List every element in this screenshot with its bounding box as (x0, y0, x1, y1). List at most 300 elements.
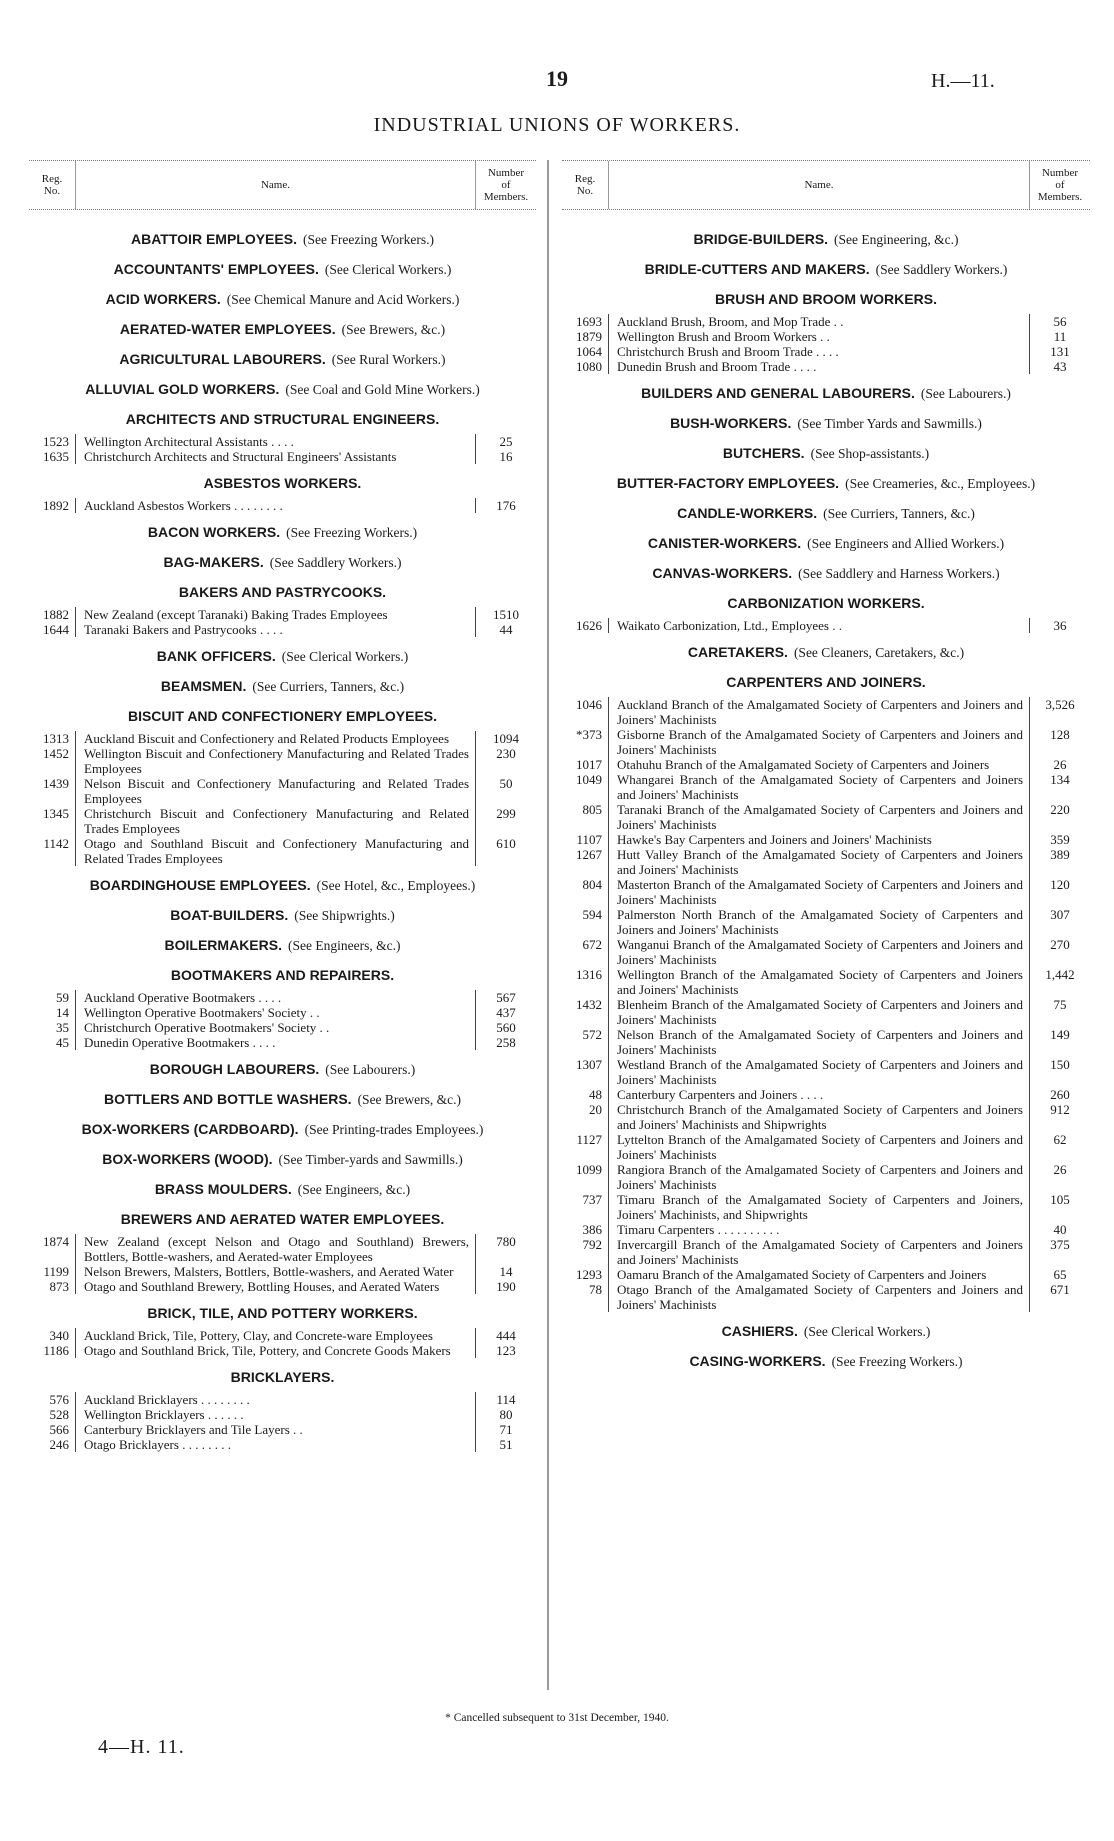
table-row (562, 847, 1090, 877)
reg-number: 1049 (576, 772, 602, 787)
union-name: Nelson Brewers, Malsters, Bottlers, Bottle-washers, and Aerated Water (75, 1264, 476, 1279)
member-count: 610 (496, 836, 516, 851)
member-count: 56 (1053, 314, 1067, 329)
section-heading (29, 474, 536, 494)
union-name: Christchurch Biscuit and Confectionery Manufacturing and Related Trades Employees (75, 806, 476, 836)
section-title: BOOTMAKERS AND REPAIRERS. (170, 967, 395, 983)
table-row (29, 806, 536, 836)
member-count: 26 (1053, 757, 1067, 772)
members-header: Number of Members. (475, 161, 536, 209)
entry-list (562, 618, 1090, 633)
entry-list (29, 1392, 536, 1452)
reg-number: 1142 (43, 836, 69, 851)
member-count: 14 (499, 1264, 513, 1279)
union-name: Auckland Asbestos Workers . . . . . . . . (75, 498, 476, 513)
table-row (29, 836, 536, 866)
section-heading (29, 350, 536, 370)
reg-number: 1523 (43, 434, 69, 449)
section-heading (29, 1060, 536, 1080)
section-title: BEAMSMEN. (160, 678, 247, 694)
section-heading (29, 380, 536, 400)
section-heading (562, 474, 1090, 494)
table-row (29, 1020, 536, 1035)
section-title: BUSH-WORKERS. (670, 415, 792, 431)
section-title: BUILDERS AND GENERAL LABOURERS. (641, 385, 915, 401)
union-name: Auckland Operative Bootmakers . . . . (75, 990, 476, 1005)
table-row (562, 1222, 1090, 1237)
sheet-mark: 4—H. 11. (98, 1736, 185, 1758)
union-name: Dunedin Operative Bootmakers . . . . (75, 1035, 476, 1050)
member-count: 671 (1050, 1282, 1070, 1297)
footnote: * Cancelled subsequent to 31st December, 1940. (445, 1712, 669, 1724)
union-name: Christchurch Operative Bootmakers' Society . . (75, 1020, 476, 1035)
section-title: CANISTER-WORKERS. (647, 535, 802, 551)
member-count: 1094 (493, 731, 519, 746)
cross-reference: (See Saddlery and Harness Workers.) (798, 566, 1000, 581)
cross-reference: (See Curriers, Tanners, &c.) (252, 679, 405, 694)
union-name: Lyttelton Branch of the Amalgamated Society of Carpenters and Joiners and Joiners' Machinists (608, 1132, 1030, 1162)
name-header: Name. (608, 161, 1029, 209)
section-title: BRICK, TILE, AND POTTERY WORKERS. (147, 1305, 418, 1321)
table-row (562, 329, 1090, 344)
section-title: BANK OFFICERS. (156, 648, 276, 664)
section-heading (562, 230, 1090, 250)
reg-number: 45 (56, 1035, 69, 1050)
section-title: BAG-MAKERS. (163, 554, 264, 570)
union-name: Christchurch Brush and Broom Trade . . . . (608, 344, 1030, 359)
table-row (562, 359, 1090, 374)
section-title: BAKERS AND PASTRYCOOKS. (178, 584, 387, 600)
section-heading (562, 594, 1090, 614)
union-name: Auckland Branch of the Amalgamated Society of Carpenters and Joiners and Joiners' Machinists (608, 697, 1030, 727)
member-count: 105 (1050, 1192, 1070, 1207)
reg-number: 594 (582, 907, 602, 922)
section-title: BOARDINGHOUSE EMPLOYEES. (89, 877, 311, 893)
member-count: 389 (1050, 847, 1070, 862)
section-heading (29, 523, 536, 543)
reg-number: 35 (56, 1020, 69, 1035)
member-count: 51 (499, 1437, 513, 1452)
page-number: 19 (546, 66, 568, 91)
column-divider (547, 160, 549, 1690)
table-row (562, 1027, 1090, 1057)
reg-number: 792 (582, 1237, 602, 1252)
cross-reference: (See Labourers.) (920, 386, 1011, 401)
union-name: Auckland Bricklayers . . . . . . . . (75, 1392, 476, 1407)
member-count: 62 (1053, 1132, 1067, 1147)
union-name: Gisborne Branch of the Amalgamated Society of Carpenters and Joiners and Joiners' Machinists (608, 727, 1030, 757)
member-count: 25 (499, 434, 513, 449)
member-count: 131 (1050, 344, 1070, 359)
union-name: Nelson Biscuit and Confectionery Manufacturing and Related Trades Employees (75, 776, 476, 806)
member-count: 40 (1053, 1222, 1067, 1237)
member-count: 150 (1050, 1057, 1070, 1072)
union-name: Nelson Branch of the Amalgamated Society of Carpenters and Joiners and Joiners' Machinists (608, 1027, 1030, 1057)
section-heading (29, 1210, 536, 1230)
table-row (562, 344, 1090, 359)
section-heading (29, 1368, 536, 1388)
union-name: Timaru Carpenters . . . . . . . . . . (608, 1222, 1030, 1237)
table-row (29, 1035, 536, 1050)
member-count: 437 (496, 1005, 516, 1020)
union-name: Otago and Southland Brewery, Bottling Houses, and Aerated Waters (75, 1279, 476, 1294)
reg-number: 1693 (576, 314, 602, 329)
entry-list (562, 697, 1090, 1312)
right-column (562, 160, 1090, 1372)
section-heading (562, 444, 1090, 464)
reg-number: 1432 (576, 997, 602, 1012)
cross-reference: (See Brewers, &c.) (341, 322, 446, 337)
table-row (562, 1237, 1090, 1267)
member-count: 258 (496, 1035, 516, 1050)
table-row (562, 907, 1090, 937)
cross-reference: (See Curriers, Tanners, &c.) (823, 506, 975, 521)
table-row (29, 990, 536, 1005)
union-name: Taranaki Branch of the Amalgamated Society of Carpenters and Joiners and Joiners' Machinists (608, 802, 1030, 832)
union-name: Timaru Branch of the Amalgamated Society of Carpenters and Joiners, Joiners' Machinists, and Shipwrights (608, 1192, 1030, 1222)
section-title: ALLUVIAL GOLD WORKERS. (85, 381, 280, 397)
section-heading (29, 936, 536, 956)
table-row (562, 1132, 1090, 1162)
cross-reference: (See Clerical Workers.) (281, 649, 409, 664)
section-title: CANDLE-WORKERS. (677, 505, 818, 521)
table-row (29, 1279, 536, 1294)
reg-number: 873 (49, 1279, 69, 1294)
table-row (29, 776, 536, 806)
reg-number: 1267 (576, 847, 602, 862)
section-title: AGRICULTURAL LABOURERS. (119, 351, 326, 367)
union-name: Otago Bricklayers . . . . . . . . (75, 1437, 476, 1452)
section-heading (562, 384, 1090, 404)
section-heading (562, 504, 1090, 524)
entry-list (29, 1328, 536, 1358)
section-title: BRIDGE-BUILDERS. (693, 231, 829, 247)
table-row (562, 697, 1090, 727)
member-count: 134 (1050, 772, 1070, 787)
union-name: Waikato Carbonization, Ltd., Employees . . (608, 618, 1030, 633)
reg-number: 1874 (43, 1234, 69, 1249)
member-count: 44 (499, 622, 513, 637)
member-count: 260 (1050, 1087, 1070, 1102)
cross-reference: (See Printing-trades Employees.) (304, 1122, 484, 1137)
cross-reference: (See Clerical Workers.) (803, 1324, 931, 1339)
member-count: 26 (1053, 1162, 1067, 1177)
table-row (29, 1005, 536, 1020)
member-count: 230 (496, 746, 516, 761)
union-name: New Zealand (except Taranaki) Baking Trades Employees (75, 607, 476, 622)
member-count: 71 (499, 1422, 513, 1437)
member-count: 375 (1050, 1237, 1070, 1252)
page-title: INDUSTRIAL UNIONS OF WORKERS. (373, 114, 741, 136)
reg-no-header: Reg. No. (574, 173, 596, 197)
reg-number: 1345 (43, 806, 69, 821)
section-title: BOTTLERS AND BOTTLE WASHERS. (103, 1091, 352, 1107)
table-row (562, 1057, 1090, 1087)
cross-reference: (See Rural Workers.) (331, 352, 446, 367)
section-title: BUTTER-FACTORY EMPLOYEES. (616, 475, 840, 491)
section-heading (29, 906, 536, 926)
reg-number: 1439 (43, 776, 69, 791)
section-title: BOX-WORKERS (CARDBOARD). (81, 1121, 299, 1137)
member-count: 1,442 (1045, 967, 1075, 982)
section-heading (29, 1304, 536, 1324)
section-heading (562, 1352, 1090, 1372)
left-column (29, 160, 536, 1452)
cross-reference: (See Brewers, &c.) (357, 1092, 462, 1107)
table-row (29, 449, 536, 464)
union-name: Otago Branch of the Amalgamated Society of Carpenters and Joiners and Joiners' Machinists (608, 1282, 1030, 1312)
cross-reference: (See Shipwrights.) (294, 908, 395, 923)
section-heading (29, 320, 536, 340)
table-row (562, 802, 1090, 832)
section-heading (29, 260, 536, 280)
cross-reference: (See Timber-yards and Sawmills.) (278, 1152, 463, 1167)
union-name: Wellington Biscuit and Confectionery Manufacturing and Related Trades Employees (75, 746, 476, 776)
reg-number: 804 (582, 877, 602, 892)
section-heading (562, 564, 1090, 584)
section-title: BISCUIT AND CONFECTIONERY EMPLOYEES. (127, 708, 438, 724)
reg-number: 1879 (576, 329, 602, 344)
reg-number: *373 (576, 727, 602, 742)
section-heading (562, 414, 1090, 434)
union-name: Whangarei Branch of the Amalgamated Society of Carpenters and Joiners and Joiners' Machinists (608, 772, 1030, 802)
reg-number: 672 (582, 937, 602, 952)
cross-reference: (See Freezing Workers.) (831, 1354, 963, 1369)
union-name: Auckland Brush, Broom, and Mop Trade . . (608, 314, 1030, 329)
members-header: Number of Members. (1029, 161, 1090, 209)
section-title: BRUSH AND BROOM WORKERS. (715, 291, 937, 307)
reg-number: 1017 (576, 757, 602, 772)
cross-reference: (See Engineers, &c.) (287, 938, 401, 953)
right-column-body (562, 210, 1090, 1372)
union-name: Blenheim Branch of the Amalgamated Society of Carpenters and Joiners and Joiners' Machinists (608, 997, 1030, 1027)
member-count: 780 (496, 1234, 516, 1249)
union-name: Taranaki Bakers and Pastrycooks . . . . (75, 622, 476, 637)
reg-number: 1186 (43, 1343, 69, 1358)
section-title: BUTCHERS. (722, 445, 805, 461)
union-name: Otago and Southland Brick, Tile, Pottery, and Concrete Goods Makers (75, 1343, 476, 1358)
cross-reference: (See Engineers, &c.) (297, 1182, 411, 1197)
cross-reference: (See Freezing Workers.) (302, 232, 434, 247)
member-count: 3,526 (1045, 697, 1075, 712)
section-title: BOROUGH LABOURERS. (149, 1061, 320, 1077)
member-count: 65 (1053, 1267, 1067, 1282)
union-name: Christchurch Architects and Structural Engineers' Assistants (75, 449, 476, 464)
reg-number: 59 (56, 990, 69, 1005)
table-row (562, 1282, 1090, 1312)
member-count: 128 (1050, 727, 1070, 742)
table-row (562, 832, 1090, 847)
member-count: 307 (1050, 907, 1070, 922)
reg-number: 1882 (43, 607, 69, 622)
member-count: 359 (1050, 832, 1070, 847)
entry-list (29, 498, 536, 513)
cross-reference: (See Clerical Workers.) (324, 262, 452, 277)
reg-number: 340 (49, 1328, 69, 1343)
entry-list (29, 1234, 536, 1294)
reg-number: 1452 (43, 746, 69, 761)
member-count: 43 (1053, 359, 1067, 374)
section-title: CARPENTERS AND JOINERS. (726, 674, 926, 690)
cross-reference: (See Engineering, &c.) (834, 232, 959, 247)
section-title: ACCOUNTANTS' EMPLOYEES. (113, 261, 319, 277)
union-name: Wellington Branch of the Amalgamated Society of Carpenters and Joiners and Joiners' Machinists (608, 967, 1030, 997)
reg-number: 246 (49, 1437, 69, 1452)
member-count: 120 (1050, 877, 1070, 892)
cross-reference: (See Saddlery Workers.) (269, 555, 402, 570)
union-name: Canterbury Carpenters and Joiners . . . . (608, 1087, 1030, 1102)
table-row (562, 877, 1090, 907)
section-title: BOX-WORKERS (WOOD). (102, 1151, 273, 1167)
reg-number: 1316 (576, 967, 602, 982)
section-heading (562, 673, 1090, 693)
union-name: Auckland Brick, Tile, Pottery, Clay, and Concrete-ware Employees (75, 1328, 476, 1343)
reg-number: 1313 (43, 731, 69, 746)
section-title: BREWERS AND AERATED WATER EMPLOYEES. (120, 1211, 445, 1227)
section-heading (29, 1180, 536, 1200)
member-count: 912 (1050, 1102, 1070, 1117)
table-row (29, 1234, 536, 1264)
union-name: Rangiora Branch of the Amalgamated Society of Carpenters and Joiners and Joiners' Machinists (608, 1162, 1030, 1192)
reg-number: 576 (49, 1392, 69, 1407)
union-name: Wellington Operative Bootmakers' Society . . (75, 1005, 476, 1020)
cross-reference: (See Shop-assistants.) (810, 446, 930, 461)
section-title: BRIDLE-CUTTERS AND MAKERS. (644, 261, 870, 277)
member-count: 190 (496, 1279, 516, 1294)
cross-reference: (See Cleaners, Caretakers, &c.) (793, 645, 965, 660)
table-row (29, 1422, 536, 1437)
member-count: 560 (496, 1020, 516, 1035)
entry-list (29, 990, 536, 1050)
section-heading (29, 1120, 536, 1140)
column-header (562, 160, 1090, 210)
reg-number: 14 (56, 1005, 69, 1020)
table-row (29, 1328, 536, 1343)
member-count: 50 (499, 776, 513, 791)
cross-reference: (See Timber Yards and Sawmills.) (797, 416, 982, 431)
table-row (562, 1162, 1090, 1192)
member-count: 149 (1050, 1027, 1070, 1042)
union-name: Otahuhu Branch of the Amalgamated Society of Carpenters and Joiners (608, 757, 1030, 772)
union-name: Invercargill Branch of the Amalgamated Society of Carpenters and Joiners and Joiners' Machinists (608, 1237, 1030, 1267)
section-heading (562, 1322, 1090, 1342)
reg-number: 386 (582, 1222, 602, 1237)
table-row (562, 1102, 1090, 1132)
member-count: 36 (1053, 618, 1067, 633)
section-title: BRASS MOULDERS. (154, 1181, 292, 1197)
section-title: CASING-WORKERS. (689, 1353, 826, 1369)
reg-number: 1892 (43, 498, 69, 513)
reg-number: 1080 (576, 359, 602, 374)
entry-list (29, 731, 536, 866)
section-heading (562, 260, 1090, 280)
section-title: CANVAS-WORKERS. (652, 565, 793, 581)
union-name: New Zealand (except Nelson and Otago and Southland) Brewers, Bottlers, Bottle-washers, and Aerated-water Employees (75, 1234, 476, 1264)
section-title: CARETAKERS. (687, 644, 788, 660)
cross-reference: (See Labourers.) (325, 1062, 416, 1077)
section-title: BACON WORKERS. (147, 524, 281, 540)
section-title: ACID WORKERS. (105, 291, 221, 307)
reg-number: 805 (582, 802, 602, 817)
section-heading (29, 647, 536, 667)
reg-number: 20 (589, 1102, 602, 1117)
reg-number: 78 (589, 1282, 602, 1297)
reg-number: 1107 (576, 832, 602, 847)
reg-number: 1635 (43, 449, 69, 464)
section-title: BOILERMAKERS. (164, 937, 282, 953)
table-row (562, 997, 1090, 1027)
table-row (29, 1407, 536, 1422)
section-heading (29, 677, 536, 697)
union-name: Auckland Biscuit and Confectionery and Related Products Employees (75, 731, 476, 746)
entry-list (562, 314, 1090, 374)
member-count: 80 (499, 1407, 513, 1422)
reg-number: 48 (589, 1087, 602, 1102)
section-heading (562, 643, 1090, 663)
table-row (562, 314, 1090, 329)
section-title: CARBONIZATION WORKERS. (727, 595, 925, 611)
union-name: Masterton Branch of the Amalgamated Society of Carpenters and Joiners and Joiners' Machinists (608, 877, 1030, 907)
cross-reference: (See Freezing Workers.) (286, 525, 418, 540)
table-row (562, 1267, 1090, 1282)
cross-reference: (See Hotel, &c., Employees.) (316, 878, 476, 893)
table-row (562, 967, 1090, 997)
reg-no-header: Reg. No. (41, 173, 63, 197)
reg-number: 528 (49, 1407, 69, 1422)
union-name: Hutt Valley Branch of the Amalgamated Society of Carpenters and Joiners and Joiners' Machinists (608, 847, 1030, 877)
union-name: Wellington Architectural Assistants . . . . (75, 434, 476, 449)
member-count: 1510 (493, 607, 519, 622)
table-row (29, 746, 536, 776)
section-title: ASBESTOS WORKERS. (203, 475, 362, 491)
section-heading (29, 1090, 536, 1110)
union-name: Otago and Southland Biscuit and Confectionery Manufacturing and Related Trades Employees (75, 836, 476, 866)
member-count: 567 (496, 990, 516, 1005)
table-row (29, 731, 536, 746)
union-name: Wanganui Branch of the Amalgamated Society of Carpenters and Joiners and Joiners' Machinists (608, 937, 1030, 967)
reg-number: 737 (582, 1192, 602, 1207)
cross-reference: (See Saddlery Workers.) (875, 262, 1008, 277)
union-name: Palmerston North Branch of the Amalgamated Society of Carpenters and Joiners and Joiners' Machinists (608, 907, 1030, 937)
member-count: 123 (496, 1343, 516, 1358)
reg-number: 572 (582, 1027, 602, 1042)
union-name: Westland Branch of the Amalgamated Society of Carpenters and Joiners and Joiners' Machinists (608, 1057, 1030, 1087)
section-heading (29, 553, 536, 573)
table-row (29, 1437, 536, 1452)
table-row (562, 937, 1090, 967)
section-heading (29, 1150, 536, 1170)
section-heading (29, 583, 536, 603)
table-row (562, 1192, 1090, 1222)
column-header (29, 160, 536, 210)
table-row (29, 1343, 536, 1358)
cross-reference: (See Coal and Gold Mine Workers.) (285, 382, 480, 397)
reg-number: 1064 (576, 344, 602, 359)
document-reference: H.—11. (931, 70, 995, 92)
cross-reference: (See Engineers and Allied Workers.) (807, 536, 1005, 551)
table-row (562, 772, 1090, 802)
union-name: Oamaru Branch of the Amalgamated Society of Carpenters and Joiners (608, 1267, 1030, 1282)
member-count: 75 (1053, 997, 1067, 1012)
reg-number: 1099 (576, 1162, 602, 1177)
table-row (29, 1264, 536, 1279)
entry-list (29, 607, 536, 637)
table-row (29, 607, 536, 622)
member-count: 11 (1053, 329, 1067, 344)
section-title: ARCHITECTS AND STRUCTURAL ENGINEERS. (125, 411, 440, 427)
reg-number: 566 (49, 1422, 69, 1437)
table-row (29, 622, 536, 637)
